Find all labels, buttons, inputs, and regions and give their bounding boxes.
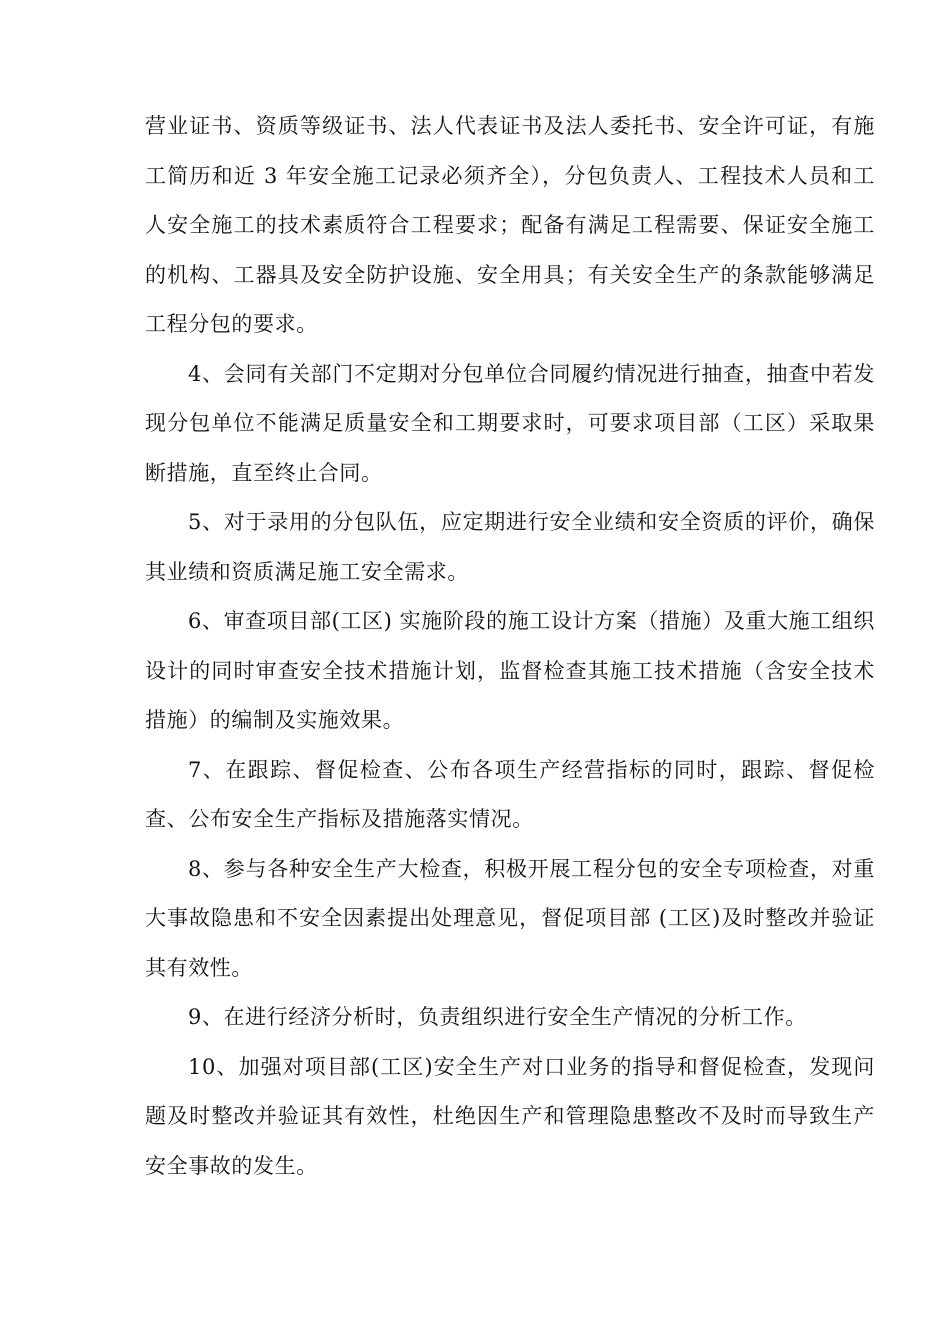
paragraph-item-5: 5、对于录用的分包队伍，应定期进行安全业绩和安全资质的评价，确保其业绩和资质满足施工安全需求。 — [145, 510, 875, 584]
paragraph-item-6: 6、审查项目部(工区) 实施阶段的施工设计方案（措施）及重大施工组织设计的同时审查安全技术措施计划，监督检查其施工技术措施（含安全技术措施）的编制及实施效果。 — [145, 609, 875, 732]
paragraph-item-4: 4、会同有关部门不定期对分包单位合同履约情况进行抽查，抽查中若发现分包单位不能满足质量安全和工期要求时，可要求项目部（工区）采取果断措施，直至终止合同。 — [145, 361, 875, 485]
paragraph-item-7: 7、在跟踪、督促检查、公布各项生产经营指标的同时，跟踪、督促检查、公布安全生产指标及措施落实情况。 — [145, 757, 875, 831]
document-body — [145, 102, 875, 1191]
paragraph-continuation: 营业证书、资质等级证书、法人代表证书及法人委托书、安全许可证，有施工简历和近 3 年安全施工记录必须齐全），分包负责人、工程技术人员和工人安全施工的技术素质符合工程要求；配备有满足工程需要、保证安全施工的机构、工器具及安全防护设施、安全用具；有关安全生产的条款能够满足工程分包的要求。 — [145, 114, 875, 336]
paragraph-item-9: 9、在进行经济分析时，负责组织进行安全生产情况的分析工作。 — [188, 1005, 807, 1029]
paragraph-item-8: 8、参与各种安全生产大检查，积极开展工程分包的安全专项检查，对重大事故隐患和不安全因素提出处理意见，督促项目部 (工区)及时整改并验证其有效性。 — [145, 856, 875, 980]
paragraph-item-10: 10、加强对项目部(工区)安全生产对口业务的指导和督促检查，发现问题及时整改并验证其有效性，杜绝因生产和管理隐患整改不及时而导致生产安全事故的发生。 — [145, 1054, 875, 1178]
